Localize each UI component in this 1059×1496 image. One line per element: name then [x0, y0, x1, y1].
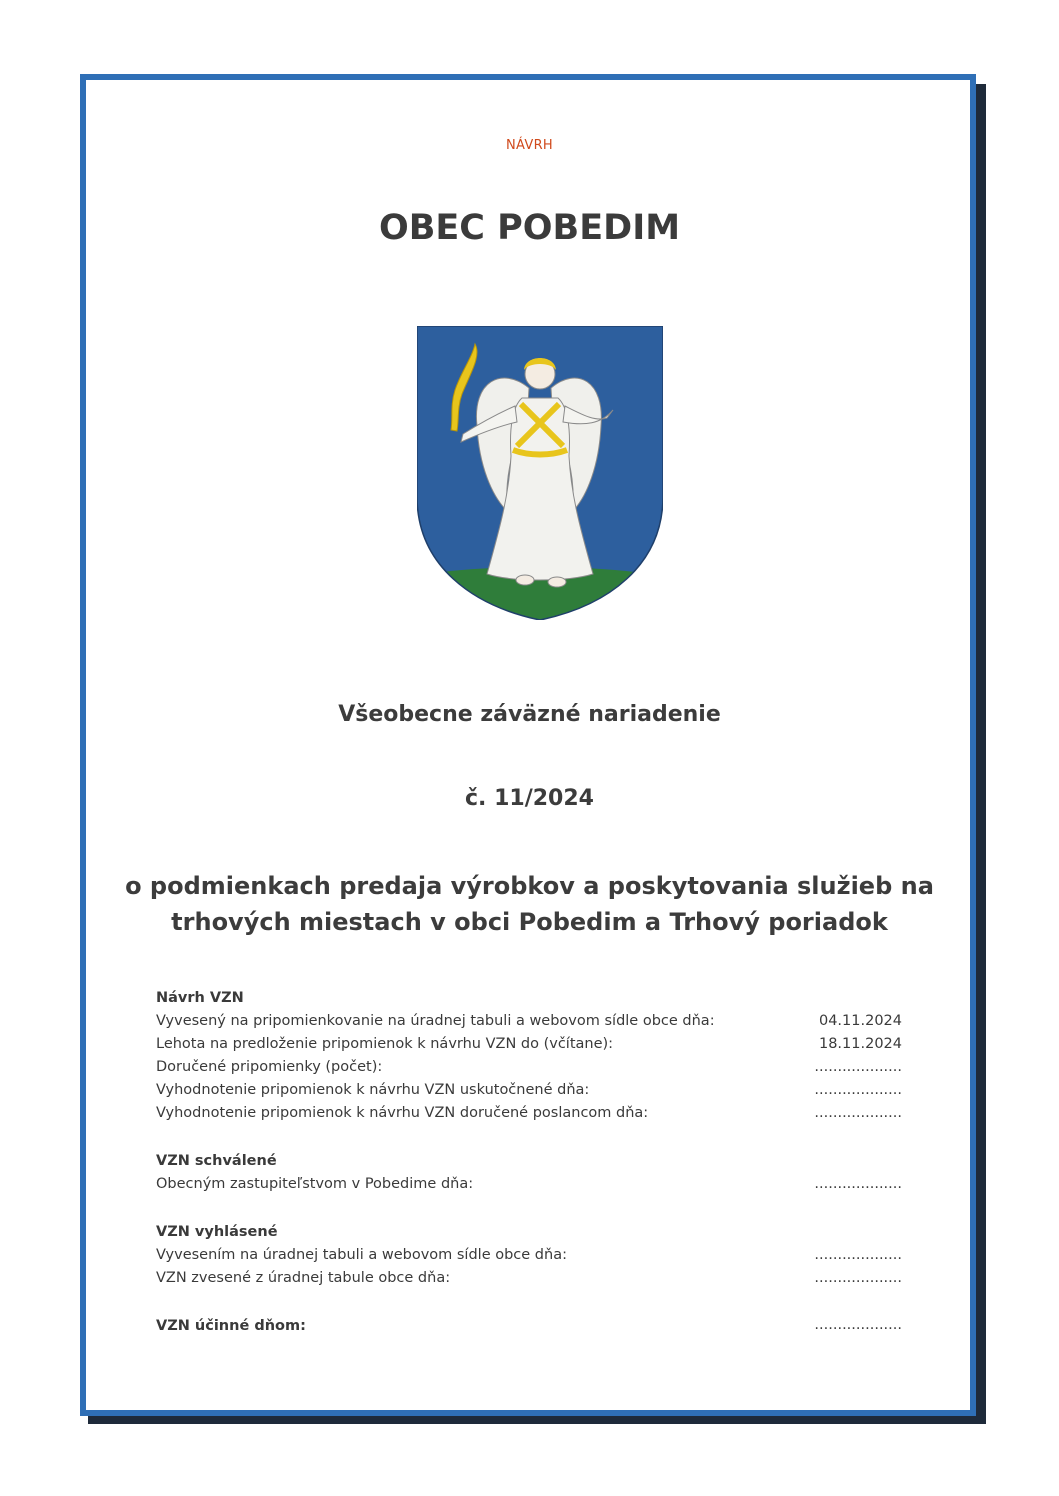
- subject-line-1: o podmienkach predaja výrobkov a poskytovania služieb na: [125, 872, 934, 900]
- section-announced: [156, 1220, 902, 1290]
- record-label: Vyvesením na úradnej tabuli a webovom sídle obce dňa:: [156, 1247, 567, 1263]
- record-value: 18.11.2024: [818, 1036, 902, 1052]
- record-value: ...................: [814, 1105, 902, 1121]
- section-approved: [156, 1149, 902, 1196]
- record-row: [156, 1079, 902, 1102]
- record-row: [156, 1267, 902, 1290]
- record-value: ...................: [814, 1059, 902, 1075]
- record-value: ...................: [814, 1082, 902, 1098]
- municipality-title: OBEC POBEDIM: [378, 208, 681, 248]
- draft-label: NÁVRH: [506, 138, 553, 153]
- section-heading: VZN vyhlásené: [156, 1224, 278, 1240]
- record-label: VZN zvesené z úradnej tabule obce dňa:: [156, 1270, 451, 1286]
- section-heading: VZN schválené: [156, 1153, 277, 1169]
- record-label: Vyvesený na pripomienkovanie na úradnej tabuli a webovom sídle obce dňa:: [156, 1013, 715, 1029]
- record-row: [156, 1010, 902, 1033]
- record-row: [156, 1033, 902, 1056]
- record-row: [156, 1314, 902, 1337]
- record-row: [156, 1102, 902, 1125]
- record-value: 04.11.2024: [818, 1013, 902, 1029]
- record-row: [156, 1173, 902, 1196]
- document-subject: [120, 868, 939, 940]
- record-value: ...................: [814, 1317, 902, 1333]
- section-heading: VZN účinné dňom:: [156, 1318, 306, 1334]
- record-label: Doručené pripomienky (počet):: [156, 1059, 383, 1075]
- record-row: [156, 1244, 902, 1267]
- document-type: Všeobecne záväzné nariadenie: [338, 702, 721, 727]
- record-label: Vyhodnotenie pripomienok k návrhu VZN doručené poslancom dňa:: [156, 1105, 649, 1121]
- coat-of-arms: [417, 326, 663, 620]
- records-table: [156, 986, 902, 1361]
- record-value: ...................: [814, 1247, 902, 1263]
- record-row: [156, 1056, 902, 1079]
- subject-line-2: trhových miestach v obci Pobedim a Trhový poriadok: [171, 908, 888, 936]
- record-value: ...................: [814, 1270, 902, 1286]
- section-draft: [156, 986, 902, 1125]
- section-heading: Návrh VZN: [156, 990, 244, 1006]
- document-number: č. 11/2024: [465, 786, 594, 811]
- record-label: Lehota na predloženie pripomienok k návrhu VZN do (včítane):: [156, 1036, 614, 1052]
- record-label: Vyhodnotenie pripomienok k návrhu VZN uskutočnené dňa:: [156, 1082, 590, 1098]
- section-effective: [156, 1314, 902, 1337]
- record-value: ...................: [814, 1176, 902, 1192]
- record-label: Obecným zastupiteľstvom v Pobedime dňa:: [156, 1176, 474, 1192]
